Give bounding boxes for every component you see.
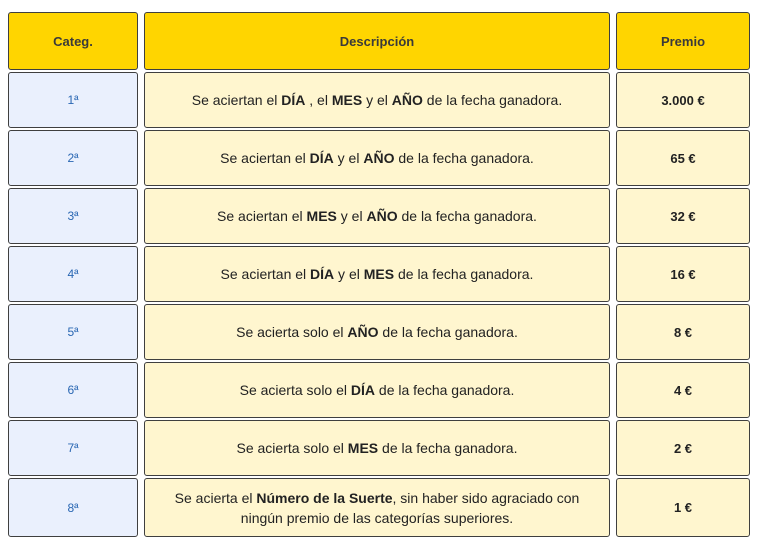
description-cell	[144, 246, 610, 302]
prize-cell: 32 €	[616, 188, 750, 244]
prize-cell: 8 €	[616, 304, 750, 360]
description-bold-segment: DÍA	[310, 266, 335, 282]
description-segment: Se acierta solo el	[239, 382, 351, 398]
prize-cell: 65 €	[616, 130, 750, 186]
description-bold-segment: Número de la Suerte	[256, 489, 393, 506]
description-cell	[144, 304, 610, 360]
description-cell	[144, 130, 610, 186]
description-segment: Se aciertan el	[217, 208, 307, 224]
prize-cell: 4 €	[616, 362, 750, 418]
description-bold-segment: DÍA	[350, 382, 376, 398]
description-text	[217, 206, 537, 226]
category-cell: 8ª	[8, 478, 138, 537]
description-bold-segment: AÑO	[366, 208, 398, 224]
prize-cell: 2 €	[616, 420, 750, 476]
prize-cell: 3.000 €	[616, 72, 750, 128]
description-cell	[144, 420, 610, 476]
description-segment: de la fecha ganadora.	[378, 324, 518, 340]
description-segment: y el	[333, 150, 364, 166]
description-text	[192, 90, 562, 110]
description-bold-segment: MES	[363, 266, 395, 282]
header-prize: Premio	[616, 12, 750, 70]
description-segment: Se aciertan el	[220, 150, 310, 166]
description-text	[236, 322, 518, 342]
category-cell: 5ª	[8, 304, 138, 360]
description-segment: de la fecha ganadora.	[394, 150, 534, 166]
category-cell: 6ª	[8, 362, 138, 418]
description-segment: Se acierta solo el	[236, 324, 348, 340]
description-cell	[144, 188, 610, 244]
description-bold-segment: MES	[306, 208, 337, 224]
description-cell	[144, 362, 610, 418]
category-cell: 1ª	[8, 72, 138, 128]
description-segment: de la fecha ganadora.	[422, 92, 563, 108]
description-segment: Se acierta el	[174, 489, 257, 506]
description-segment: y el	[362, 92, 392, 108]
description-text	[220, 148, 534, 168]
description-bold-segment: MES	[347, 440, 379, 456]
category-cell: 7ª	[8, 420, 138, 476]
header-category: Categ.	[8, 12, 138, 70]
description-segment: , sin haber sido agraciado con ningún premio de las categorías superiores.	[240, 489, 580, 526]
table-row	[8, 478, 770, 537]
prize-table	[8, 12, 770, 539]
category-cell: 3ª	[8, 188, 138, 244]
header-description: Descripción	[144, 12, 610, 70]
description-text	[221, 264, 534, 284]
description-bold-segment: AÑO	[391, 92, 423, 108]
description-bold-segment: DÍA	[309, 150, 334, 166]
table-row	[8, 246, 770, 302]
table-header-row	[8, 12, 770, 70]
description-segment: y el	[336, 208, 367, 224]
description-segment: y el	[334, 266, 364, 282]
description-segment: , el	[305, 92, 332, 108]
description-segment: de la fecha ganadora.	[375, 382, 515, 398]
description-segment: de la fecha ganadora.	[378, 440, 518, 456]
description-bold-segment: AÑO	[363, 150, 395, 166]
prize-cell: 1 €	[616, 478, 750, 537]
description-bold-segment: DÍA	[281, 92, 306, 108]
category-cell: 2ª	[8, 130, 138, 186]
description-text	[155, 488, 599, 528]
description-segment: Se acierta solo el	[236, 440, 348, 456]
table-row	[8, 304, 770, 360]
description-text	[237, 438, 518, 458]
description-segment: Se aciertan el	[220, 266, 311, 282]
description-segment: de la fecha ganadora.	[394, 266, 534, 282]
description-bold-segment: AÑO	[347, 324, 379, 340]
category-cell: 4ª	[8, 246, 138, 302]
description-segment: Se aciertan el	[191, 92, 282, 108]
description-text	[240, 380, 515, 400]
table-row	[8, 420, 770, 476]
table-row	[8, 72, 770, 128]
prize-cell: 16 €	[616, 246, 750, 302]
table-row	[8, 130, 770, 186]
table-row	[8, 188, 770, 244]
description-bold-segment: MES	[331, 92, 363, 108]
table-body	[8, 72, 770, 537]
description-cell	[144, 72, 610, 128]
table-row	[8, 362, 770, 418]
description-segment: de la fecha ganadora.	[397, 208, 537, 224]
description-cell	[144, 478, 610, 537]
